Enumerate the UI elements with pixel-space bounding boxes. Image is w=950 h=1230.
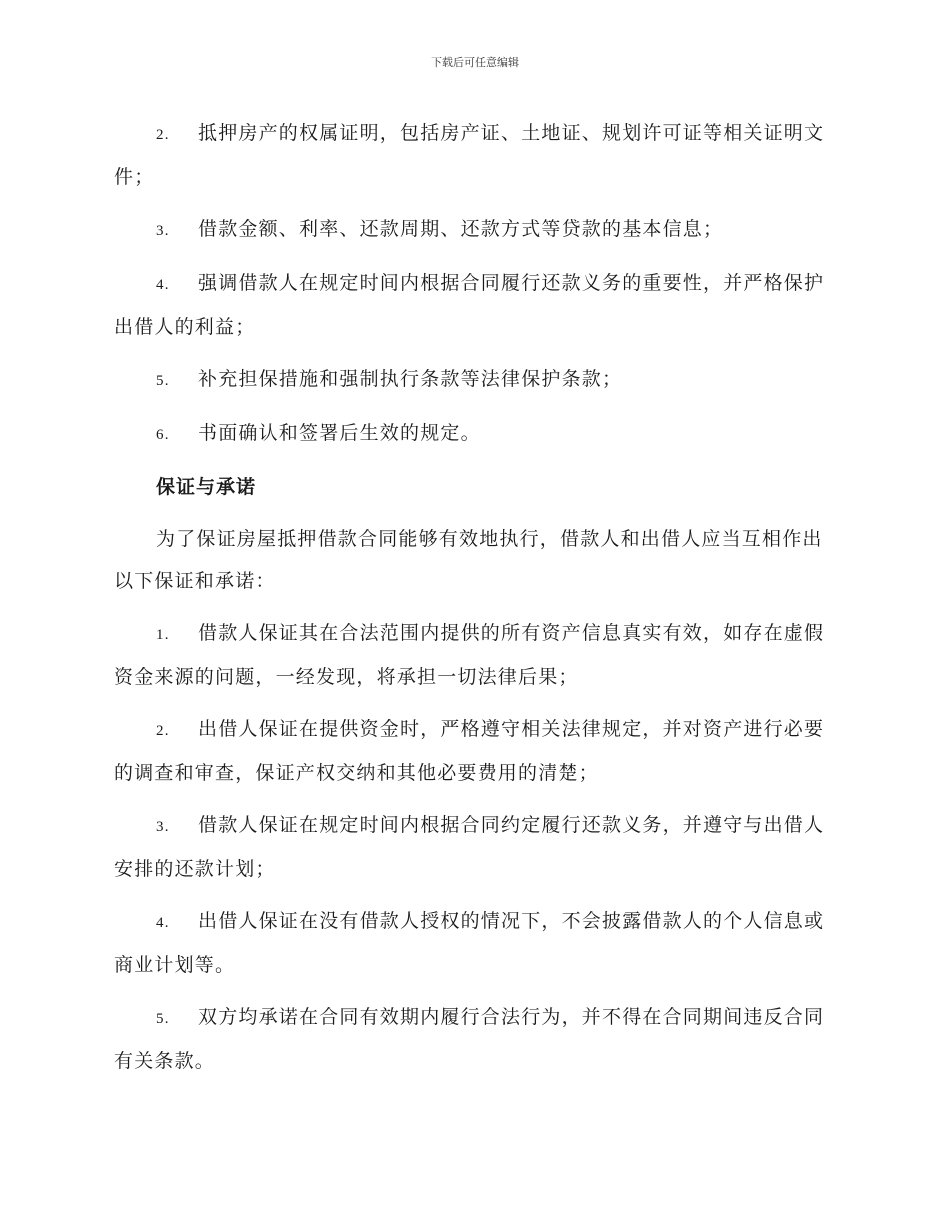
list-item <box>114 358 834 402</box>
section-intro: 为了保证房屋抵押借款合同能够有效地执行，借款人和出借人应当互相作出以下保证和承诺： <box>114 528 823 592</box>
list-item-number: 2. <box>156 723 170 739</box>
list-item <box>114 612 834 698</box>
list-item-text: 出借人保证在提供资金时，严格遵守相关法律规定，并对资产进行必要的调查和审查，保证产权交纳和其他必要费用的清楚； <box>114 718 825 784</box>
list-item-number: 3. <box>156 819 170 835</box>
section-heading: 保证与承诺 <box>156 476 257 498</box>
list-item-number: 5. <box>156 1011 170 1027</box>
list-item-text: 借款金额、利率、还款周期、还款方式等贷款的基本信息； <box>198 218 724 240</box>
list-item-text: 出借人保证在没有借款人授权的情况下，不会披露借款人的个人信息或商业计划等。 <box>114 910 825 976</box>
list-item-number: 4. <box>156 915 170 931</box>
list-item-text: 补充担保措施和强制执行条款等法律保护条款； <box>198 368 623 390</box>
list-item-number: 1. <box>156 627 170 643</box>
list-item-text: 借款人保证其在合法范围内提供的所有资产信息真实有效，如存在虚假资金来源的问题，一经发现，将承担一切法律后果； <box>114 622 825 688</box>
list-item-text: 抵押房产的权属证明，包括房产证、土地证、规划许可证等相关证明文件； <box>114 122 825 188</box>
list-item-text: 强调借款人在规定时间内根据合同履行还款义务的重要性，并严格保护出借人的利益； <box>114 272 825 338</box>
list-item <box>114 900 834 986</box>
list-item-number: 3. <box>156 223 170 239</box>
list-item-number: 2. <box>156 127 170 143</box>
list-item <box>114 708 834 794</box>
page-header: 下载后可任意编辑 <box>431 56 519 69</box>
list-item-text: 借款人保证在规定时间内根据合同约定履行还款义务，并遵守与出借人安排的还款计划； <box>114 814 825 880</box>
list-item <box>114 996 834 1082</box>
list-item <box>114 412 834 456</box>
list-item-number: 6. <box>156 427 170 443</box>
list-item <box>114 804 834 890</box>
document-body <box>114 112 834 1092</box>
list-item-text: 双方均承诺在合同有效期内履行合法行为，并不得在合同期间违反合同有关条款。 <box>114 1006 825 1072</box>
list-item <box>114 112 834 198</box>
list-item <box>114 208 834 252</box>
list-item-number: 5. <box>156 373 170 389</box>
list-item-number: 4. <box>156 277 170 293</box>
list-item-text: 书面确认和签署后生效的规定。 <box>198 422 481 444</box>
list-item <box>114 262 834 348</box>
